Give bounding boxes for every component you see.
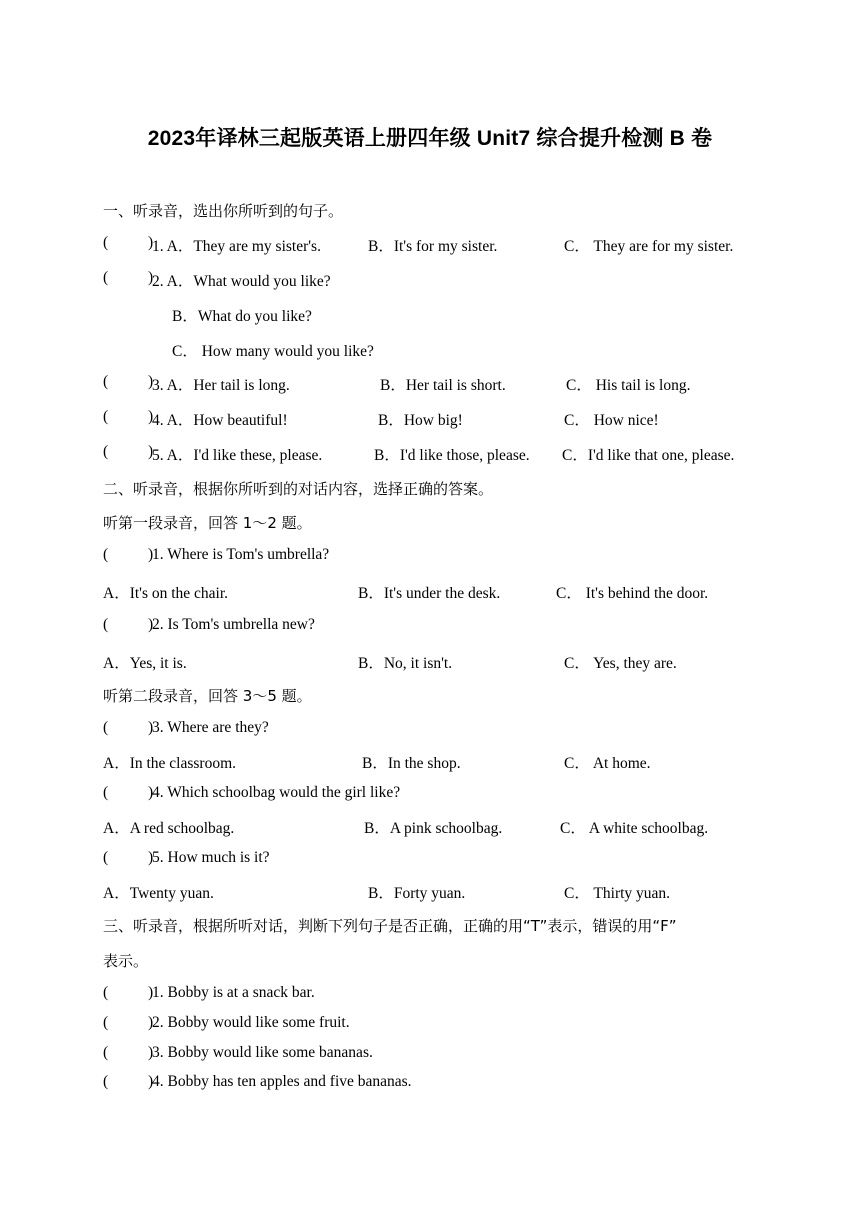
answer-bracket-open: ( [103, 373, 109, 390]
answer-bracket-close: ) [148, 1014, 154, 1031]
answer-bracket-close: ) [148, 443, 154, 460]
section3-heading: 三、听录音，根据所听对话，判断下列句子是否正确，正确的用“T”表示，错误的用“F” [103, 917, 677, 935]
statement-text: 2. Bobby would like some fruit. [152, 1014, 350, 1031]
answer-bracket-open: ( [103, 1014, 109, 1031]
option-b: B．Forty yuan. [368, 885, 466, 902]
option-b: B．A pink schoolbag. [364, 820, 503, 837]
answer-bracket-close: ) [148, 984, 154, 1001]
option-c: C． His tail is long. [566, 377, 691, 394]
answer-bracket-open: ( [103, 616, 109, 633]
answer-bracket-close: ) [148, 1044, 154, 1061]
answer-bracket-open: ( [103, 269, 109, 286]
question-text: 4. A．How beautiful! [152, 412, 288, 429]
answer-bracket-open: ( [103, 719, 109, 736]
option-b: B．Her tail is short. [380, 377, 506, 394]
option-b: B．It's under the desk. [358, 585, 501, 602]
question-text: 5. How much is it? [152, 849, 270, 866]
option-c: C． It's behind the door. [556, 585, 709, 602]
option-b: B．What do you like? [172, 308, 312, 325]
answer-bracket-open: ( [103, 408, 109, 425]
answer-bracket-open: ( [103, 443, 109, 460]
question-text: 5. A．I'd like these, please. [152, 447, 323, 464]
statement-text: 3. Bobby would like some bananas. [152, 1044, 373, 1061]
question-text: 2. A．What would you like? [152, 273, 331, 290]
answer-bracket-open: ( [103, 849, 109, 866]
option-c: C． How nice! [564, 412, 659, 429]
option-b: B．In the shop. [362, 755, 461, 772]
option-c: C． Thirty yuan. [564, 885, 671, 902]
answer-bracket-open: ( [103, 546, 109, 563]
option-c: C． They are for my sister. [564, 238, 734, 255]
answer-bracket-close: ) [148, 849, 154, 866]
answer-bracket-close: ) [148, 1073, 154, 1090]
question-text: 3. Where are they? [152, 719, 269, 736]
answer-bracket-close: ) [148, 408, 154, 425]
question-text: 3. A．Her tail is long. [152, 377, 290, 394]
question-text: 4. Which schoolbag would the girl like? [152, 784, 401, 801]
answer-bracket-open: ( [103, 1044, 109, 1061]
option-a: A．It's on the chair. [103, 585, 229, 602]
answer-bracket-open: ( [103, 1073, 109, 1090]
answer-bracket-close: ) [148, 616, 154, 633]
section2-heading: 二、听录音，根据你所听到的对话内容，选择正确的答案。 [103, 480, 494, 498]
option-a: A．Twenty yuan. [103, 885, 214, 902]
answer-bracket-open: ( [103, 984, 109, 1001]
option-b: B．I'd like those, please. [374, 447, 530, 464]
option-a: A．In the classroom. [103, 755, 237, 772]
answer-bracket-close: ) [148, 234, 154, 251]
section1-heading: 一、听录音，选出你所听到的句子。 [103, 202, 344, 220]
statement-text: 4. Bobby has ten apples and five bananas. [152, 1073, 412, 1090]
answer-bracket-open: ( [103, 234, 109, 251]
question-text: 1. A．They are my sister's. [152, 238, 321, 255]
question-text: 1. Where is Tom's umbrella? [152, 546, 330, 563]
section3-heading-continued: 表示。 [103, 952, 149, 970]
answer-bracket-close: ) [148, 373, 154, 390]
option-a: A．Yes, it is. [103, 655, 187, 672]
option-c: C．I'd like that one, please. [562, 447, 735, 464]
option-c: C． A white schoolbag. [560, 820, 709, 837]
statement-text: 1. Bobby is at a snack bar. [152, 984, 315, 1001]
section2-part2-instruction: 听第二段录音，回答 3～5 题。 [103, 687, 312, 705]
option-c: C． Yes, they are. [564, 655, 677, 672]
option-b: B．It's for my sister. [368, 238, 498, 255]
option-b: B．No, it isn't. [358, 655, 453, 672]
question-text: 2. Is Tom's umbrella new? [152, 616, 315, 633]
answer-bracket-open: ( [103, 784, 109, 801]
answer-bracket-close: ) [148, 784, 154, 801]
page-title: 2023年译林三起版英语上册四年级 Unit7 综合提升检测 B 卷 [147, 127, 713, 150]
option-c: C． How many would you like? [172, 343, 374, 360]
answer-bracket-close: ) [148, 546, 154, 563]
option-a: A．A red schoolbag. [103, 820, 235, 837]
answer-bracket-close: ) [148, 719, 154, 736]
section2-part1-instruction: 听第一段录音，回答 1～2 题。 [103, 514, 312, 532]
option-c: C． At home. [564, 755, 651, 772]
option-b: B．How big! [378, 412, 463, 429]
answer-bracket-close: ) [148, 269, 154, 286]
